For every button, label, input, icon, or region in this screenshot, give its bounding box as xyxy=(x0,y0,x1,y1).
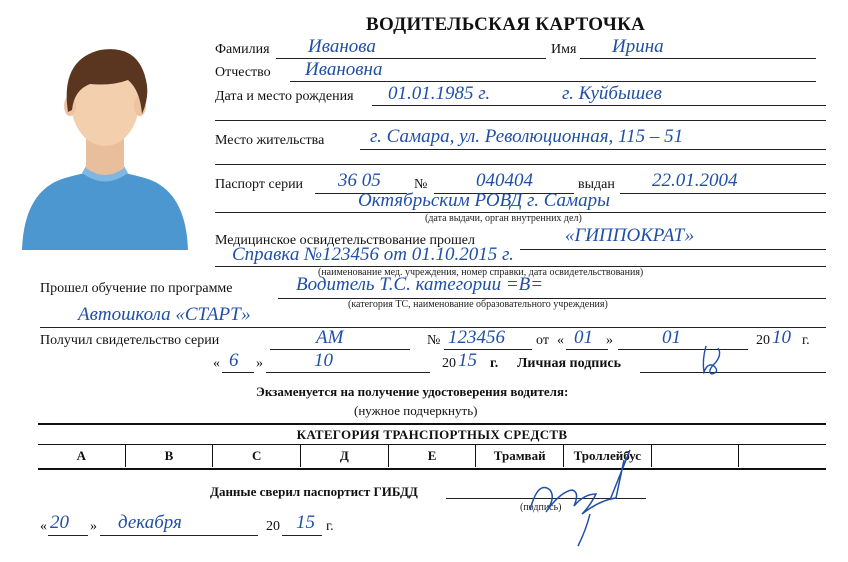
category-a-cell[interactable]: А xyxy=(38,445,126,467)
cert-series-value[interactable]: АМ xyxy=(316,327,344,348)
avatar-photo xyxy=(20,40,190,250)
category-tram-cell[interactable]: Трамвай xyxy=(476,445,564,467)
date-year-prefix: 20 xyxy=(266,519,280,534)
surname-label: Фамилия xyxy=(215,42,270,57)
patronymic-value[interactable]: Ивановна xyxy=(305,59,383,80)
category-b-cell[interactable]: В xyxy=(126,445,214,467)
cert-year-value[interactable]: 10 xyxy=(772,327,791,348)
surname-value[interactable]: Иванова xyxy=(308,36,376,57)
cert-number-sign: № xyxy=(427,333,441,348)
passport-series-label: Паспорт серии xyxy=(215,177,304,192)
name-line xyxy=(580,58,816,59)
birth-line xyxy=(372,105,826,106)
patronymic-label: Отчество xyxy=(215,65,271,80)
cert-day-line xyxy=(566,349,608,350)
medical-line xyxy=(520,249,826,250)
cert-year-suffix: г. xyxy=(802,333,810,348)
cert-day-open: « xyxy=(557,333,564,348)
cert-month-line xyxy=(618,349,748,350)
issue-day-line xyxy=(222,372,254,373)
issue-year-prefix: 20 xyxy=(442,356,456,371)
category-trolleybus-cell[interactable]: Троллейбус xyxy=(564,445,652,467)
cert-day-value[interactable]: 01 xyxy=(574,327,593,348)
school-line xyxy=(40,327,826,328)
date-day-close: » xyxy=(90,519,97,534)
issued-date-value[interactable]: 22.01.2004 xyxy=(652,170,738,191)
issue-day-close: » xyxy=(256,356,263,371)
issue-month-line xyxy=(266,372,430,373)
cert-year-prefix: 20 xyxy=(756,333,770,348)
signature-label: Личная подпись xyxy=(517,356,622,371)
training-label: Прошел обучение по программе xyxy=(40,281,233,296)
passport-note: (дата выдачи, орган внутренних дел) xyxy=(425,213,582,224)
signature-note: (подпись) xyxy=(520,502,562,513)
category-row xyxy=(38,445,826,467)
cert-month-value[interactable]: 01 xyxy=(662,327,681,348)
birth-place-value[interactable]: г. Куйбышев xyxy=(562,83,662,104)
category-empty-cell-1[interactable] xyxy=(652,445,740,467)
passport-number-value[interactable]: 040404 xyxy=(476,170,533,191)
birth-date-value[interactable]: 01.01.1985 г. xyxy=(388,83,491,104)
category-table xyxy=(38,423,826,470)
checked-label: Данные сверил паспортист ГИБДД xyxy=(210,484,418,499)
training-program-value[interactable]: Водитель Т.С. категории =В= xyxy=(296,274,544,295)
issue-year-value[interactable]: 15 xyxy=(458,350,477,371)
issue-month-value[interactable]: 10 xyxy=(314,350,333,371)
residence-label: Место жительства xyxy=(215,133,325,148)
medical-org-value[interactable]: «ГИППОКРАТ» xyxy=(565,225,695,246)
training-note: (категория ТС, наименование образовательного учреждения) xyxy=(348,299,608,310)
certificate-label: Получил свидетельство серии xyxy=(40,333,220,348)
issued-date-line xyxy=(620,193,826,194)
date-month-line xyxy=(100,535,258,536)
underline-note: (нужное подчеркнуть) xyxy=(354,403,478,418)
cert-series-line xyxy=(270,349,410,350)
patronymic-line xyxy=(290,81,816,82)
date-year-value[interactable]: 15 xyxy=(296,512,315,533)
signature-line xyxy=(640,372,826,373)
passport-number-sign: № xyxy=(414,177,428,192)
category-d-cell[interactable]: Д xyxy=(301,445,389,467)
date-year-suffix: г. xyxy=(326,519,334,534)
residence-value[interactable]: г. Самара, ул. Революционная, 115 – 51 xyxy=(370,126,684,147)
medical-note: (наименование мед. учреждения, номер справки, дата освидетельствования) xyxy=(318,267,644,278)
personal-signature-scribble xyxy=(698,342,728,378)
date-year-line xyxy=(282,535,322,536)
residence-line xyxy=(360,149,826,150)
cert-from-label: от xyxy=(536,333,549,348)
date-day-open: « xyxy=(40,519,47,534)
school-value[interactable]: Автошкола «СТАРТ» xyxy=(78,304,251,325)
cert-number-value[interactable]: 123456 xyxy=(448,327,505,348)
category-table-header: КАТЕГОРИЯ ТРАНСПОРТНЫХ СРЕДСТВ xyxy=(38,425,826,445)
issued-by-value[interactable]: Октябрьским РОВД г. Самары xyxy=(358,190,611,211)
birth-line-2 xyxy=(215,120,826,121)
category-e-cell[interactable]: Е xyxy=(389,445,477,467)
date-day-value[interactable]: 20 xyxy=(50,512,69,533)
cert-day-close: » xyxy=(606,333,613,348)
issued-label: выдан xyxy=(578,177,615,192)
residence-line-2 xyxy=(215,164,826,165)
date-month-value[interactable]: декабря xyxy=(118,512,182,533)
medical-cert-value[interactable]: Справка №123456 от 01.10.2015 г. xyxy=(232,244,514,265)
issue-year-suffix: г. xyxy=(490,356,499,371)
avatar-shoulders xyxy=(22,170,188,250)
birth-label: Дата и место рождения xyxy=(215,89,354,104)
name-value[interactable]: Ирина xyxy=(612,36,664,57)
name-label: Имя xyxy=(551,42,577,57)
issue-day-open: « xyxy=(213,356,220,371)
date-day-line xyxy=(48,535,88,536)
inspector-signature-scribble xyxy=(520,440,640,550)
document-title: ВОДИТЕЛЬСКАЯ КАРТОЧКА xyxy=(366,14,646,35)
category-c-cell[interactable]: С xyxy=(213,445,301,467)
issue-day-value[interactable]: 6 xyxy=(229,350,239,371)
category-empty-cell-2[interactable] xyxy=(739,445,826,467)
exam-text: Экзаменуется на получение удостоверения водителя: xyxy=(256,384,569,399)
medical-label: Медицинское освидетельствование прошел xyxy=(215,233,475,248)
passport-series-value[interactable]: 36 05 xyxy=(338,170,381,191)
